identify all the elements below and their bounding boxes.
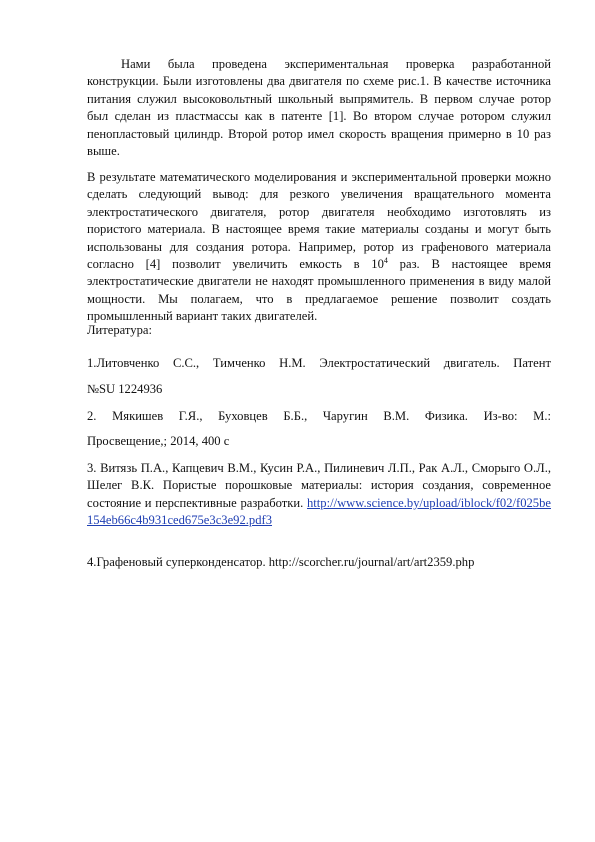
reference-4: 4.Графеновый суперконденсатор. http://scorcher.ru/journal/art/art2359.php — [87, 555, 475, 569]
paragraph-conclusion-text-end: раз. В настоящее время электростатические двигатели не находят промышленного применения в виду малой мощности. Мы полагаем, что в предлагаемое решение позволит создать промышленный вариант таких двигателей. — [87, 257, 551, 324]
reference-3-text: 3. Витязь П.А., Капцевич В.М., Кусин Р.А., Пилиневич Л.П., Рак А.Л., Сморыго О.Л., Шелег В.К. Пористые порошковые материалы: история создания, современное состояние и перспективные разработки. — [87, 461, 551, 510]
reference-2-line-2: Просвещение,; 2014, 400 с — [87, 434, 230, 448]
literature-heading: Литература: — [87, 323, 152, 337]
reference-1-line-2: №SU 1224936 — [87, 382, 163, 396]
paragraph-experiment: Нами была проведена экспериментальная проверка разработанной конструкции. Были изготовлены два двигателя по схеме рис.1. В качестве источника питания служил высоковольтный школьный выпрямитель. В первом случае ротор был сделан из пластмассы как в патенте [1]. Во втором случае ротором служил пенопластовый цилиндр. Второй ротор имел скорость вращения примерно в 10 раз выше. — [87, 57, 551, 159]
reference-3 — [87, 460, 551, 530]
reference-3-link[interactable]: http://www.science.by/upload/iblock/f02/f025be154eb66c4b931ced675e3c3e92.pdf3 — [87, 495, 551, 528]
paragraph-conclusion — [87, 169, 551, 326]
exponent: 4 — [383, 255, 388, 265]
reference-2-line-1: 2. Мякишев Г.Я., Буховцев Б.Б., Чаругин В.М. Физика. Из-во: М.: — [87, 409, 551, 423]
paragraph-conclusion-text: В результате математического моделирования и экспериментальной проверки можно сделать следующий вывод: для резкого увеличения вращательного момента электростатического двигателя, ротор двигателя необходимо изготовлять из пористого материала. В настоящее время такие материалы созданы и могут быть использованы для создания ротора. Например, ротор из графенового материала согласно [4] позволит увеличить емкость в 10 — [87, 170, 551, 272]
reference-1-line-1: 1.Литовченко С.С., Тимченко Н.М. Электростатический двигатель. Патент — [87, 356, 551, 370]
